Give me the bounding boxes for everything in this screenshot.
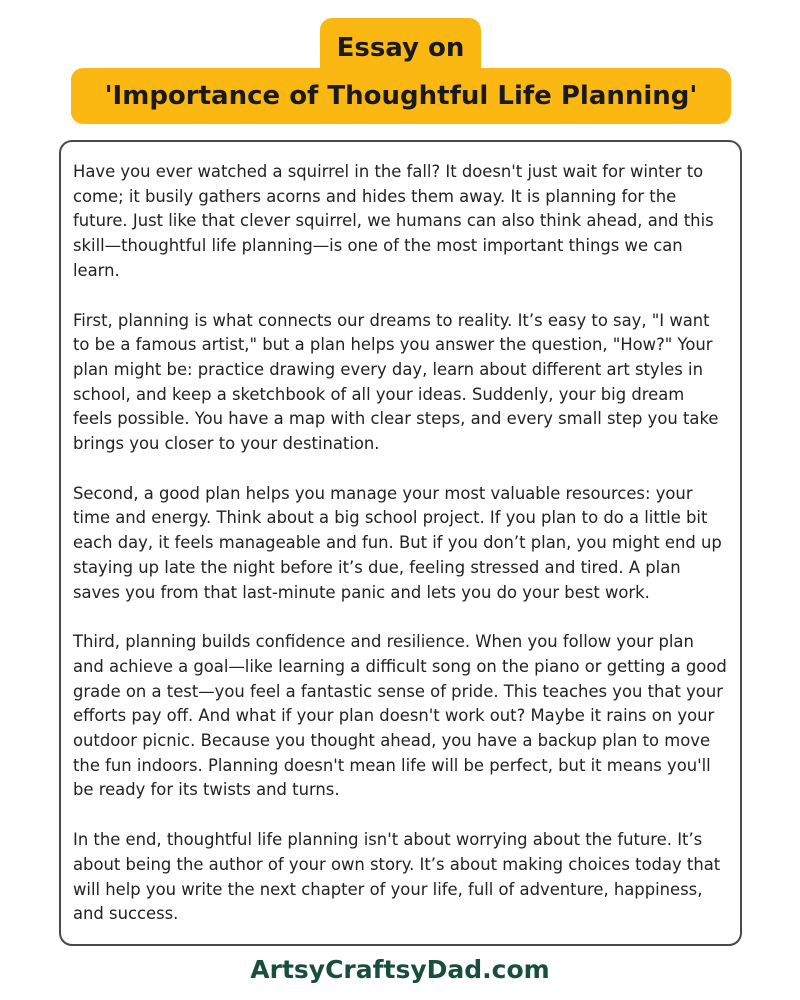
essay-paragraph-5: In the end, thoughtful life planning isn't about worrying about the future. It’s about being the author of your own story. It’s about making choices today that will help you write the next chapter of your life, full of adventure, happiness, and success. xyxy=(73,830,721,924)
essay-paragraph-4: Third, planning builds confidence and resilience. When you follow your plan and achieve a goal—like learning a difficult song on the piano or getting a good grade on a test—you feel a fantastic sense of pride. This teaches you that your efforts pay off. And what if your plan doesn't work out? Maybe it rains on your outdoor picnic. Because you thought ahead, you have a backup plan to move the fun indoors. Planning doesn't mean life will be perfect, but it means you'll be ready for its twists and turns. xyxy=(73,632,727,800)
essay-body xyxy=(59,140,742,946)
title-line-1: Essay on xyxy=(320,18,481,78)
essay-title: 'Importance of Thoughtful Life Planning' xyxy=(71,68,731,124)
essay-paragraph-2: First, planning is what connects our dreams to reality. It’s easy to say, "I want to be a famous artist," but a plan helps you answer the question, "How?" Your plan might be: practice drawing every day, learn about different art styles in school, and keep a sketchbook of all your ideas. Suddenly, your big dream feels possible. You have a map with clear steps, and every small step you take brings you closer to your destination. xyxy=(73,310,719,454)
essay-paragraph-3: Second, a good plan helps you manage your most valuable resources: your time and energy. Think about a big school project. If you plan to do a little bit each day, it feels manageable and fun. But if you don’t plan, you might end up staying up late the night before it’s due, feeling stressed and tired. A plan saves you from that last-minute panic and lets you do your best work. xyxy=(73,483,722,602)
footer-site-link[interactable]: ArtsyCraftsyDad.com xyxy=(250,955,550,984)
essay-paragraph-1: Have you ever watched a squirrel in the fall? It doesn't just wait for winter to come; it busily gathers acorns and hides them away. It is planning for the future. Just like that clever squirrel, we humans can also think ahead, and this skill—thoughtful life planning—is one of the most important things we can learn. xyxy=(73,162,714,280)
